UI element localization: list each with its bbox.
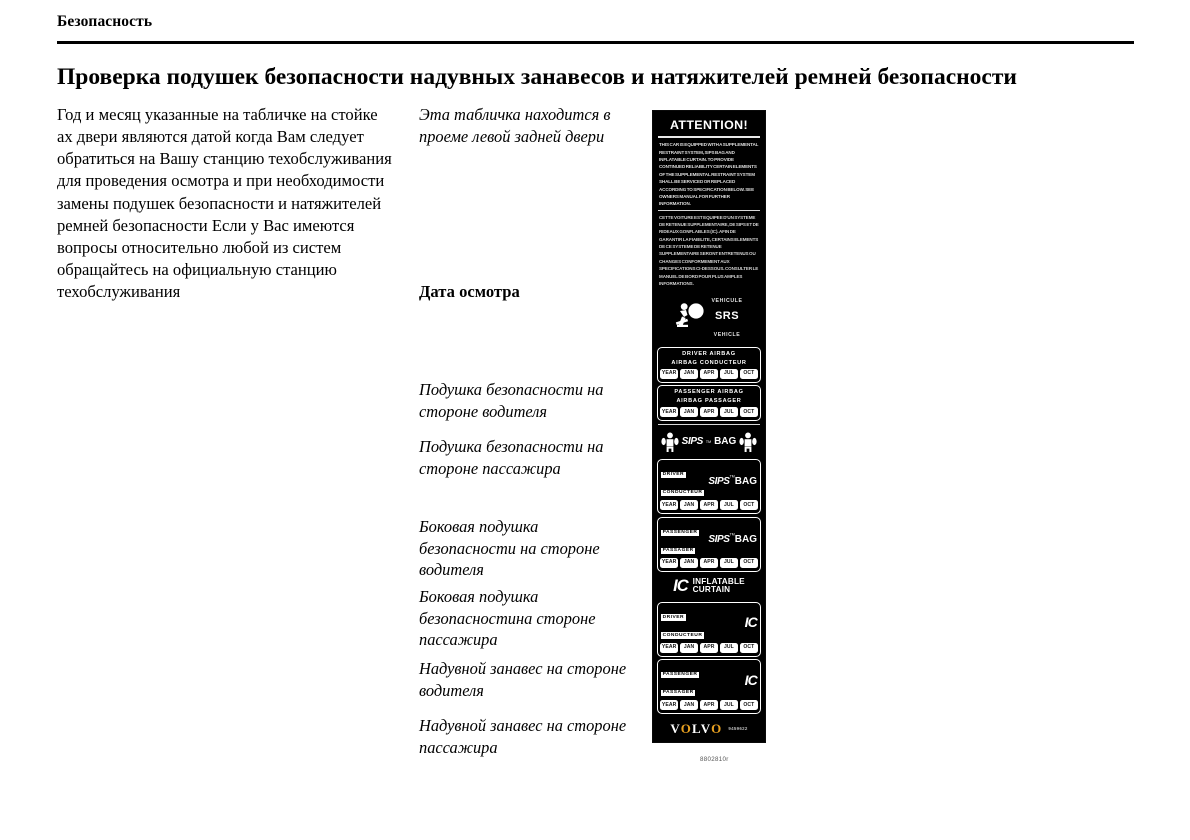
sips-bag-mark (708, 471, 757, 489)
label-divider (658, 210, 760, 211)
panel-title-fr: AIRBAG CONDUCTEUR (671, 359, 747, 366)
sips-wordmark: SIPS (681, 436, 703, 448)
bag-wordmark: BAG (734, 533, 757, 545)
date-box-year[interactable]: YEAR (660, 558, 678, 568)
trademark-icon: TM (729, 475, 735, 480)
ic-wordmark: IC (744, 614, 757, 631)
date-box-jan[interactable]: JAN (680, 369, 698, 379)
date-box-jan[interactable]: JAN (680, 643, 698, 653)
inflatable-curtain-hero (657, 575, 761, 600)
label-french-text: CETTE VOITURE EST EQUIPEE D'UN SYSTEME DE RETENUE SUPPLEMENTAIRE, DE SIPS ET DE RIDEAUX GONFLABLES (IC). AFIN DE GARANTIR LA FIABILITE, CERTAINS ELEMENTS DE CE SYSTEME DE RETENUE SUPPLEMENTAIRE SERONT ENTRETENUS OU CHANGES CONFORMEMENT AUX SPECIFICATIONS CI-DESSOUS. CONSULTER LE MANUEL DE BORD POUR PLUS AMPLES INFORMATIONS. (659, 214, 759, 286)
panel-title-en: DRIVER AIRBAG (682, 351, 736, 358)
sips-wordmark: SIPS (708, 476, 730, 488)
date-box-jan[interactable]: JAN (680, 407, 698, 417)
panel-side-names (661, 520, 699, 556)
date-box-jan[interactable]: JAN (680, 500, 698, 510)
panel-title-en: PASSENGER (662, 672, 698, 678)
date-box-jan[interactable]: JAN (680, 700, 698, 710)
date-box-year[interactable]: YEAR (660, 500, 678, 510)
date-box-year[interactable]: YEAR (660, 369, 678, 379)
date-box-jul[interactable]: JUL (720, 700, 738, 710)
panel-title-en: PASSENGER (662, 529, 698, 535)
panel-header (660, 605, 758, 641)
date-box-oct[interactable]: OCT (740, 643, 758, 653)
panel-title-en: DRIVER (662, 614, 685, 620)
panel-title-en: PASSENGER AIRBAG (674, 389, 744, 396)
airbag-warning-label (652, 110, 766, 743)
panel-title-fr: PASSAGER (662, 547, 694, 553)
date-stamp-row[interactable] (660, 369, 758, 379)
trademark-icon: TM (705, 439, 712, 444)
body-text-column (57, 104, 397, 303)
date-box-jul[interactable]: JUL (720, 643, 738, 653)
callout-driver-airbag: Подушка безопасности на стороне водителя (419, 380, 604, 421)
date-box-apr[interactable]: APR (700, 700, 718, 710)
srs-label-main: SRS (714, 310, 740, 323)
driver-sips-panel (657, 459, 761, 514)
driver-airbag-panel (657, 347, 761, 383)
page-title: Проверка подушек безопасности надувных занавесов и натяжителей ремней безопасности (57, 64, 1017, 90)
label-english-text: THIS CAR IS EQUIPPED WITH A SUPPLEMENTAL RESTRAINT SYSTEM, SIPS BAG AND INFLATABLE CURTAIN. TO PROVIDE CONTINUED RELIABILITY CERTAIN ELEMENTS OF THE SUPPLEMENTAL RESTRAINT SYSTEM SHALL BE SERVICED OR REPLACED ACCORDING TO SPECIFICATION BELOW. SEE OWNERS MANUAL FOR FURTHER INFORMATION. (659, 142, 759, 207)
date-box-oct[interactable]: OCT (740, 500, 758, 510)
date-box-jul[interactable]: JUL (720, 407, 738, 417)
panel-title-fr: CONDUCTEUR (662, 490, 703, 496)
ic-wordmark: IC (744, 672, 757, 688)
side-airbag-occupant-left-icon (661, 432, 679, 452)
date-box-apr[interactable]: APR (700, 369, 718, 379)
date-box-year[interactable]: YEAR (660, 700, 678, 710)
panel-title-en: DRIVER (662, 472, 685, 478)
date-stamp-row[interactable] (660, 643, 758, 653)
bag-wordmark: BAG (734, 476, 757, 488)
ic-description (693, 578, 745, 596)
date-box-year[interactable]: YEAR (660, 643, 678, 653)
callout-driver-side-airbag: Боковая подушка безопасности на стороне водителя (419, 517, 600, 580)
panel-side-names (661, 605, 704, 641)
date-stamp-row[interactable] (660, 500, 758, 510)
date-box-jan[interactable]: JAN (680, 558, 698, 568)
date-box-oct[interactable]: OCT (740, 700, 758, 710)
seated-occupant-airbag-icon (675, 302, 705, 328)
date-stamp-row[interactable] (660, 407, 758, 417)
date-box-oct[interactable]: OCT (740, 407, 758, 417)
panel-side-names (661, 662, 699, 698)
date-stamp-row[interactable] (660, 700, 758, 710)
sips-bag-hero (657, 428, 761, 457)
date-box-oct[interactable]: OCT (740, 369, 758, 379)
callout-inspection-date: Дата осмотра (419, 282, 520, 301)
header-divider (57, 41, 1134, 44)
panel-title-fr: CONDUCTEUR (662, 632, 703, 638)
panel-title-fr: PASSAGER (662, 690, 694, 696)
figure-caption: 8802810r (700, 756, 729, 763)
ic-wordmark: IC (673, 576, 688, 595)
callout-plate-location: Эта табличка находится в проеме левой задней двери (419, 105, 611, 146)
bag-wordmark: BAG (714, 436, 737, 448)
date-box-apr[interactable]: APR (700, 643, 718, 653)
date-box-jul[interactable]: JUL (720, 500, 738, 510)
passenger-ic-panel (657, 659, 761, 714)
panel-header (660, 662, 758, 698)
callout-driver-inflatable-curtain: Надувной занавес на стороне водителя (419, 659, 627, 700)
panel-header (660, 462, 758, 498)
date-box-jul[interactable]: JUL (720, 369, 738, 379)
date-box-apr[interactable]: APR (700, 500, 718, 510)
body-paragraph: Год и месяц указанные на табличке на стойке ах двери являются датой когда Вам следует обратиться на Вашу станцию техобслуживания для проведения осмотра и при необходимости замены подушек безопасности и натяжителей ремней безопасности Если у Вас имеются вопросы относительно любой из систем обращайтесь на официальную станцию техобслуживания (57, 105, 392, 302)
sips-bag-mark (708, 529, 757, 547)
srs-label-bottom: VEHICLE (713, 331, 741, 338)
ic-line-2: CURTAIN (692, 585, 731, 595)
volvo-logo: VOLVO (670, 720, 723, 736)
date-box-year[interactable]: YEAR (660, 407, 678, 417)
attention-heading: ATTENTION! (669, 118, 749, 132)
date-box-apr[interactable]: APR (700, 558, 718, 568)
airbag-label-figure (652, 110, 766, 743)
callout-passenger-side-airbag: Боковая подушка безопасностина стороне пассажира (419, 587, 596, 650)
date-box-oct[interactable]: OCT (740, 558, 758, 568)
srs-text-block (711, 290, 742, 340)
passenger-sips-panel (657, 517, 761, 572)
volvo-brand-footer (657, 717, 761, 739)
date-stamp-row[interactable] (660, 558, 758, 568)
driver-ic-panel (657, 602, 761, 657)
passenger-airbag-panel (657, 385, 761, 421)
side-airbag-occupant-right-icon (739, 432, 757, 452)
running-head: Безопасность (57, 13, 153, 30)
callout-passenger-airbag: Подушка безопасности на стороне пассажира (419, 437, 604, 478)
callout-passenger-inflatable-curtain: Надувной занавес на стороне пассажира (419, 716, 627, 757)
date-box-apr[interactable]: APR (700, 407, 718, 417)
panel-header (660, 520, 758, 556)
part-number: 9459622 (728, 726, 748, 732)
srs-pictogram-row (657, 287, 761, 344)
date-box-jul[interactable]: JUL (720, 558, 738, 568)
label-divider (658, 136, 760, 138)
trademark-icon: TM (729, 532, 735, 537)
panel-title-fr: AIRBAG PASSAGER (676, 397, 742, 404)
panel-side-names (661, 462, 704, 498)
label-divider (658, 424, 760, 425)
ic-line-1: INFLATABLE (692, 576, 745, 586)
srs-label-top: VEHICULE (711, 298, 743, 305)
sips-wordmark: SIPS (708, 533, 730, 545)
